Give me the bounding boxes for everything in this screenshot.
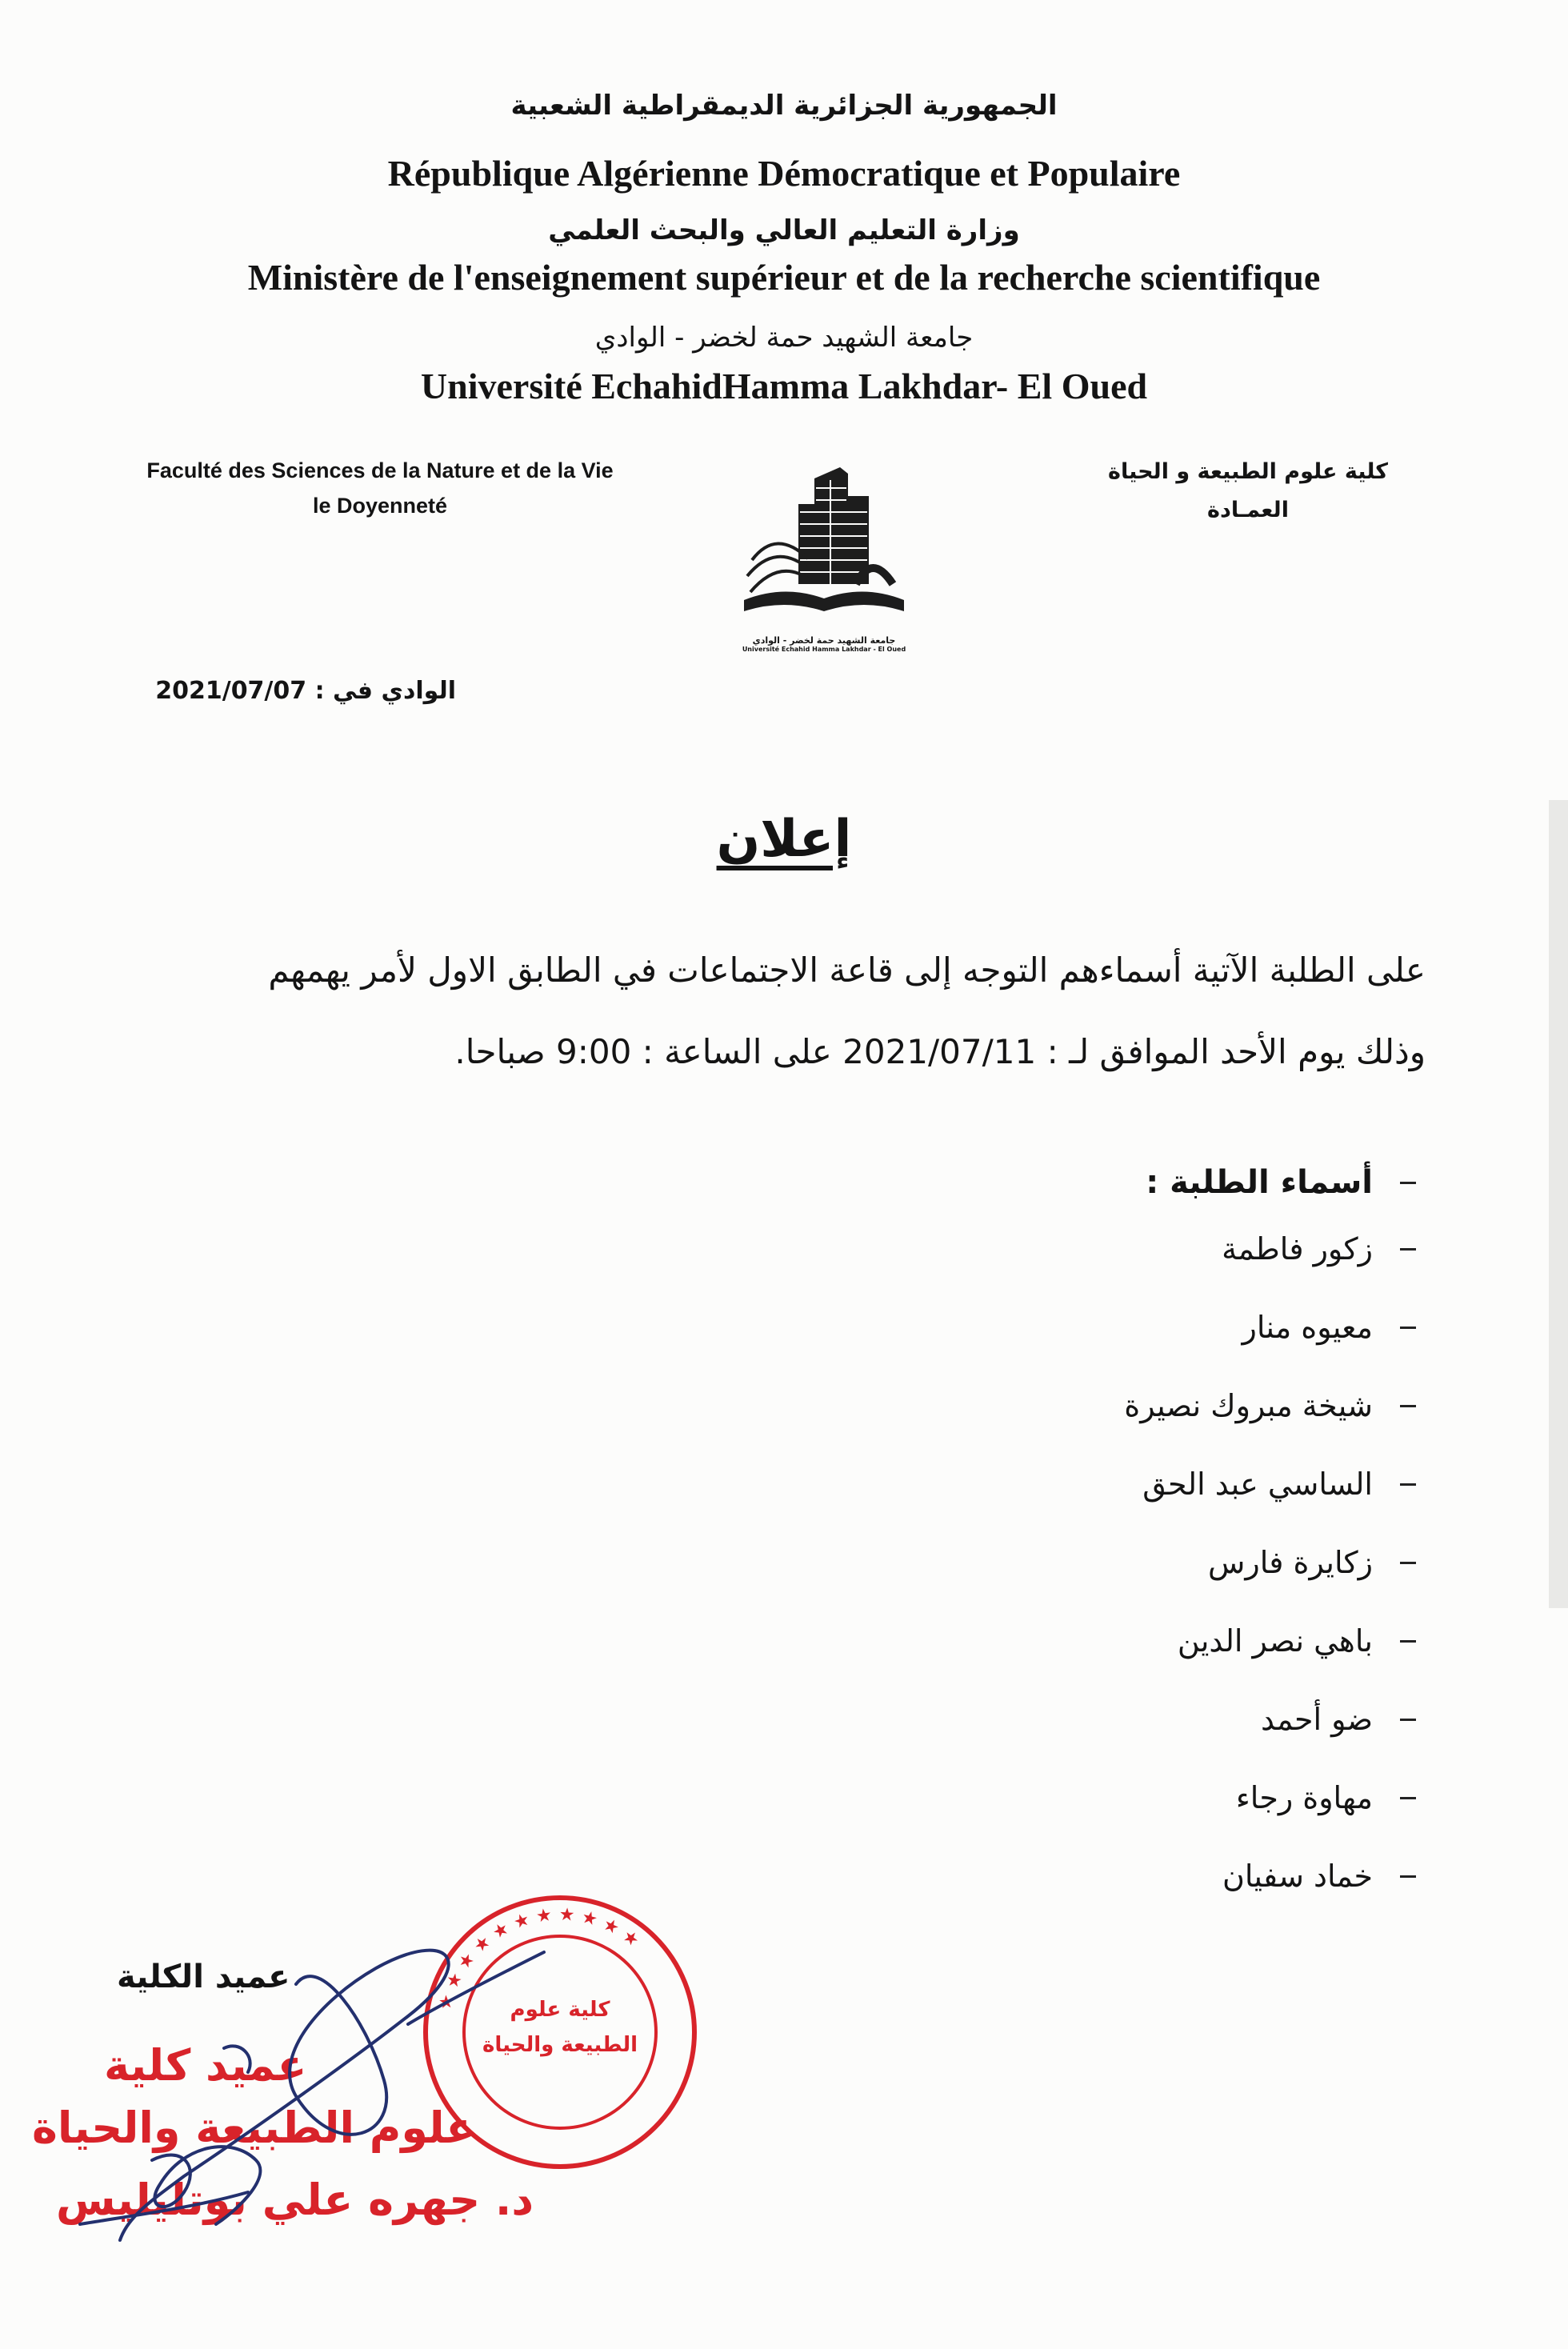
logo-caption-arabic: جامعة الشهيد حمة لخضر - الوادي — [752, 635, 896, 646]
announcement-title: إعلان — [716, 810, 852, 869]
date-line: الوادي في : 2021/07/07 — [155, 677, 456, 705]
students-list-heading: أسماء الطلبة : — [1124, 1155, 1416, 1210]
announcement-line-1: على الطلبة الآتية أسماءهم التوجه إلى قاعة الاجتماعات في الطابق الاول لأمر يهمهم — [268, 950, 1426, 990]
dean-stamp-line-3: د. جهره علي بوتليليس — [56, 2175, 534, 2225]
svg-text:★ ★ ★ ★ ★ ★ ★ ★ ★ ★ ★: ★ ★ ★ ★ ★ ★ ★ ★ ★ ★ ★ — [434, 1904, 643, 2013]
deanship-french: le Doyenneté — [312, 494, 448, 518]
faculty-french-block — [112, 453, 648, 523]
list-item: باهي نصر الدين — [1124, 1602, 1416, 1680]
logo-caption-french: Université Echahid Hamma Lakhdar - El Oued — [742, 646, 906, 653]
university-logo — [736, 464, 912, 656]
republic-french: République Algérienne Démocratique et Populaire — [387, 153, 1181, 194]
faculty-french-name: Faculté des Sciences de la Nature et de la Vie — [146, 458, 614, 482]
ministry-arabic: وزارة التعليم العالي والبحث العلمي — [548, 214, 1020, 246]
announcement-line-2: وذلك يوم الأحد الموافق لـ : 2021/07/11 على الساعة : 9:00 صباحا. — [454, 1032, 1426, 1071]
republic-arabic: الجمهورية الجزائرية الديمقراطية الشعبية — [510, 90, 1058, 122]
signature-title: عميد الكلية — [117, 1959, 290, 1995]
deanship-arabic: العمـادة — [1207, 498, 1289, 522]
university-arabic: جامعة الشهيد حمة لخضر - الوادي — [594, 322, 974, 354]
list-item: شيخة مبروك نصيرة — [1124, 1367, 1416, 1445]
dean-stamp-line-2: علوم الطبيعة والحياة — [32, 2103, 476, 2153]
university-logo-icon — [736, 464, 912, 632]
list-item: مهاوة رجاء — [1124, 1759, 1416, 1837]
handwritten-signature — [32, 1904, 608, 2272]
list-item: معيوه منار — [1124, 1288, 1416, 1367]
dean-stamp-line-1: عميد كلية — [104, 2040, 307, 2091]
page-edge — [1549, 800, 1568, 1608]
university-french: Université EchahidHamma Lakhdar- El Oued — [420, 366, 1148, 406]
faculty-arabic-block — [1072, 453, 1424, 530]
list-item: زكايرة فارس — [1124, 1523, 1416, 1602]
faculty-arabic-name: كلية علوم الطبيعة و الحياة — [1108, 459, 1388, 484]
ministry-french: Ministère de l'enseignement supérieur et de la recherche scientifique — [247, 257, 1321, 298]
list-item: زكور فاطمة — [1124, 1210, 1416, 1288]
list-item: ضو أحمد — [1124, 1680, 1416, 1759]
seal-text: كلية علوم الطبيعة والحياة — [482, 1998, 638, 2057]
students-list — [1124, 1155, 1416, 1915]
list-item: خماد سفيان — [1124, 1837, 1416, 1915]
list-item: الساسي عبد الحق — [1124, 1445, 1416, 1523]
